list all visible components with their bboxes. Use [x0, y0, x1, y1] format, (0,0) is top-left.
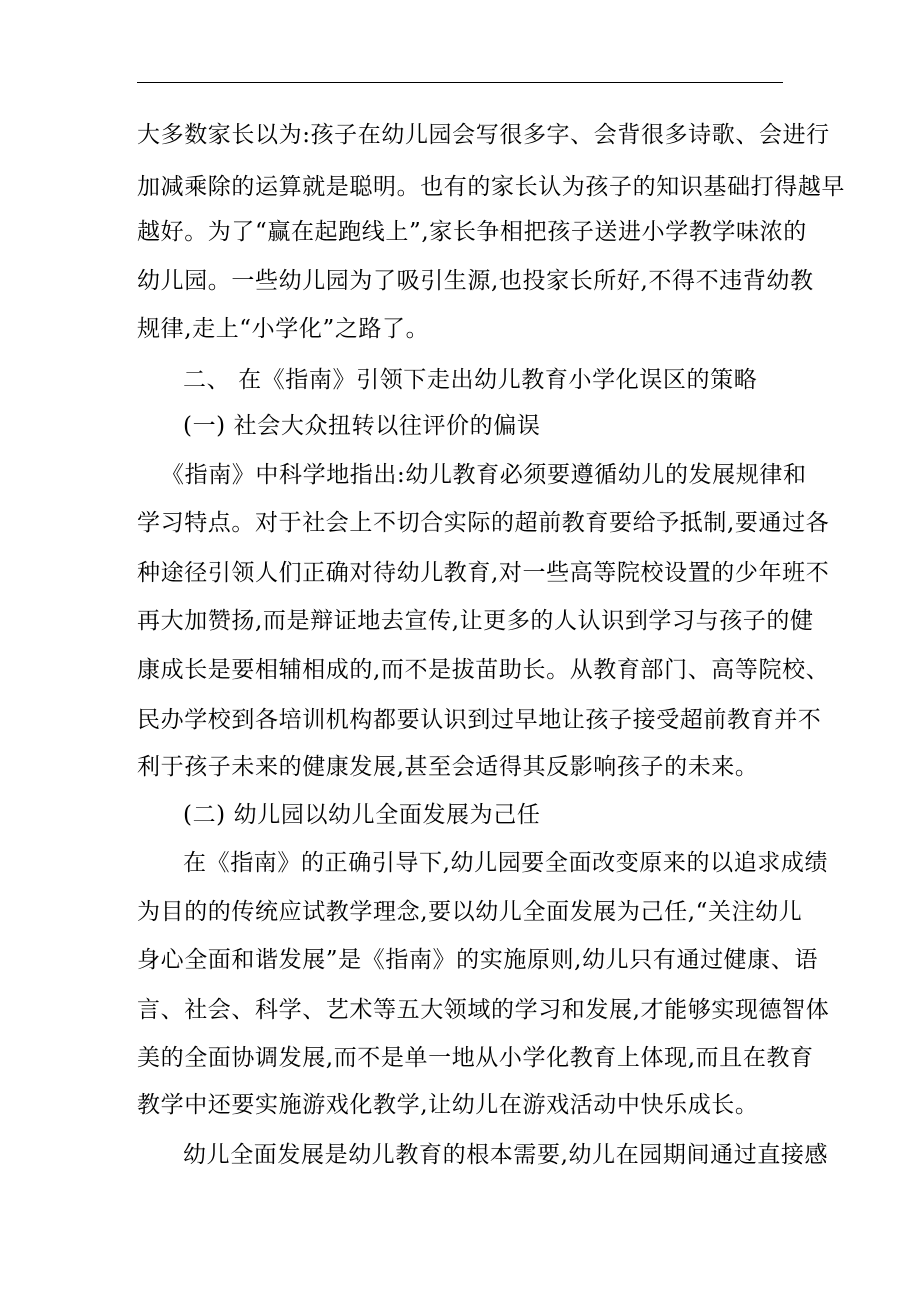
subsection-heading-1: (一) 社会大众扭转以往评价的偏误: [183, 413, 541, 439]
text-line-22: 幼儿全面发展是幼儿教育的根本需要,幼儿在园期间通过直接感: [183, 1142, 829, 1168]
text-line-10: 种途径引领人们正确对待幼儿教育,对一些高等院校设置的少年班不: [137, 560, 830, 586]
text-line-4: 幼儿园。一些幼儿园为了吸引生源,也投家长所好,不得不违背幼教: [137, 268, 814, 294]
section-heading-2: 二、 在《指南》引领下走出幼儿教育小学化误区的策略: [183, 367, 758, 393]
text-line-2: 加减乘除的运算就是聪明。也有的家长认为孩子的知识基础打得越早: [137, 174, 845, 200]
text-line-14: 利于孩子未来的健康发展,甚至会适得其反影响孩子的未来。: [137, 754, 759, 780]
text-line-1: 大多数家长以为:孩子在幼儿园会写很多字、会背很多诗歌、会进行: [137, 122, 830, 148]
text-line-13: 民办学校到各培训机构都要认识到过早地让孩子接受超前教育并不: [137, 707, 822, 733]
text-line-20: 美的全面协调发展,而不是单一地从小学化教育上体现,而且在教育: [137, 1045, 814, 1071]
text-line-9: 学习特点。对于社会上不切合实际的超前教育要给予抵制,要通过各: [137, 510, 830, 536]
text-line-11: 再大加赞扬,而是辩证地去宣传,让更多的人认识到学习与孩子的健: [137, 608, 814, 634]
text-line-8: 《指南》中科学地指出:幼儿教育必须要遵循幼儿的发展规律和: [161, 462, 807, 488]
text-line-16: 在《指南》的正确引导下,幼儿园要全面改变原来的以追求成绩: [183, 850, 829, 876]
text-line-3: 越好。为了“赢在起跑线上”,家长争相把孩子送进小学教学味浓的: [137, 219, 807, 245]
text-line-21: 教学中还要实施游戏化教学,让幼儿在游戏活动中快乐成长。: [137, 1092, 759, 1118]
text-line-17: 为目的的传统应试教学理念,要以幼儿全面发展为己任,“关注幼儿: [137, 899, 803, 925]
text-line-19: 言、社会、科学、艺术等五大领域的学习和发展,才能够实现德智体: [137, 997, 830, 1023]
text-line-5: 规律,走上“小学化”之路了。: [137, 316, 430, 342]
text-line-12: 康成长是要相辅相成的,而不是拔苗助长。从教育部门、高等院校、: [137, 657, 830, 683]
subsection-heading-2: (二) 幼儿园以幼儿全面发展为己任: [183, 802, 541, 828]
text-line-18: 身心全面和谐发展”是《指南》的实施原则,幼儿只有通过健康、语: [137, 947, 819, 973]
header-rule: [137, 82, 783, 83]
